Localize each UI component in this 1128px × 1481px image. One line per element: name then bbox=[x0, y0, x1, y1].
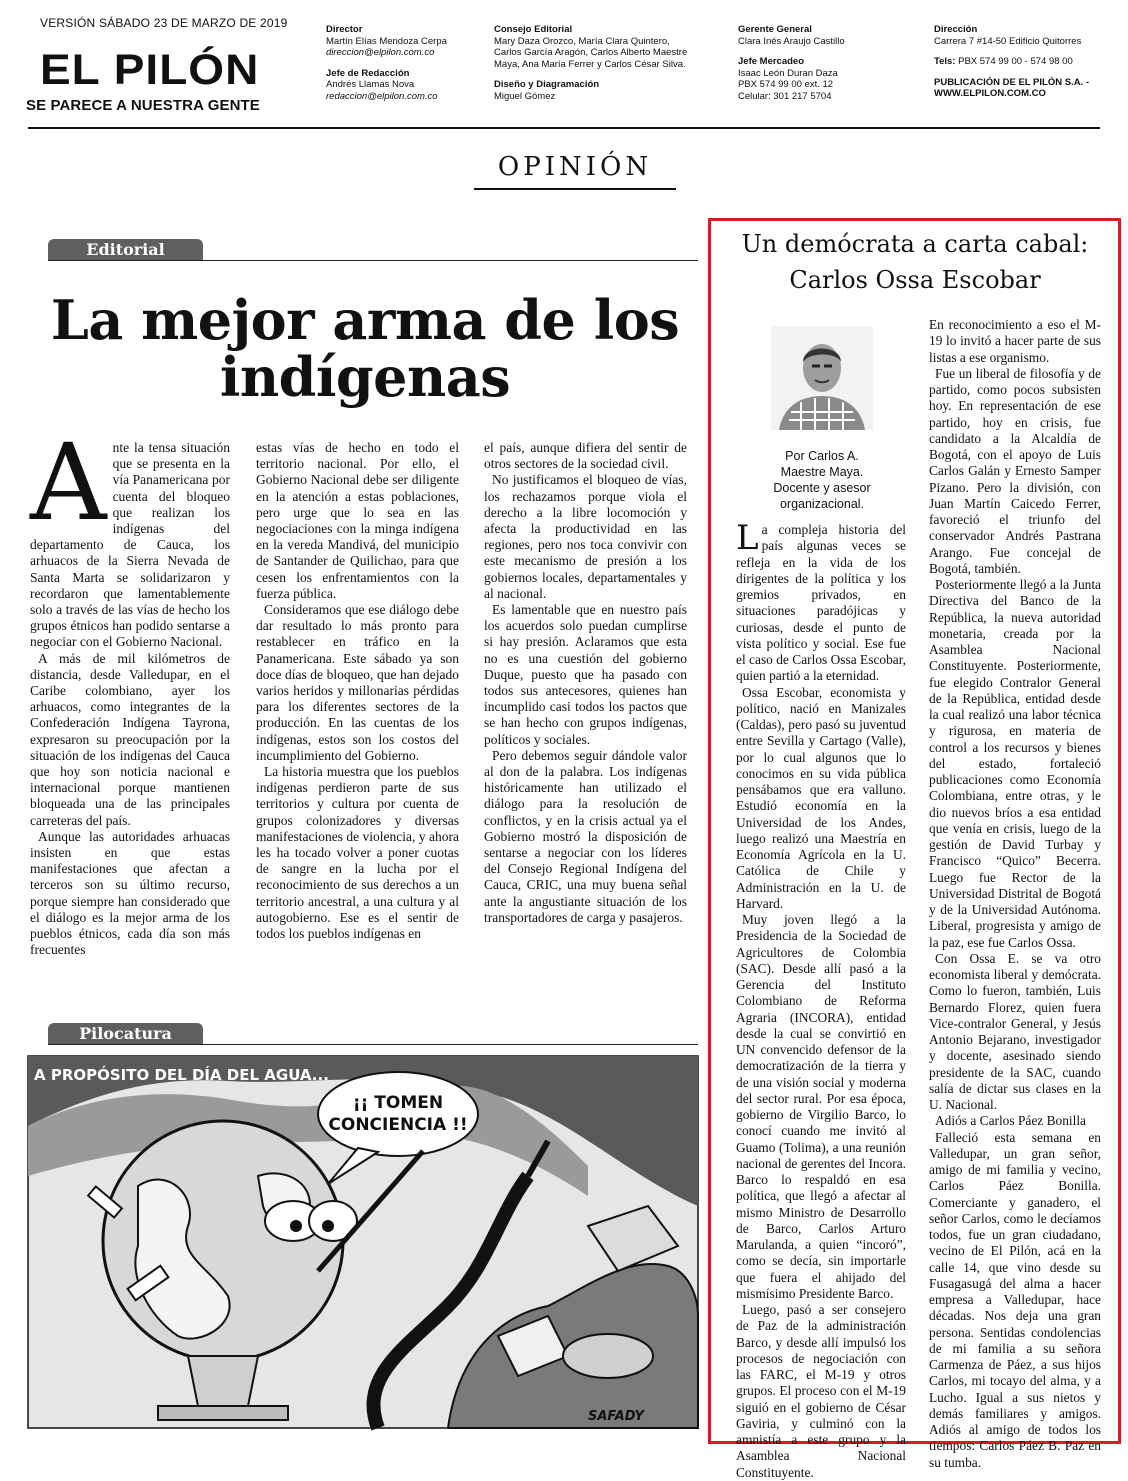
editorial-column-2 bbox=[256, 440, 459, 942]
staff-col-consejo bbox=[494, 24, 687, 111]
consejo-line: Carlos García Aragón, Carlos Alberto Maestre bbox=[494, 47, 688, 58]
speech-bubble-line: ¡¡ TOMEN bbox=[352, 1093, 444, 1113]
phones bbox=[934, 56, 1089, 68]
column-paragraph: Luego, pasó a ser consejero de Paz de la administración Barco, y desde allí impulsó los procesos de negociación con las FARC, el M-19 y otros grupos. El proceso con el M-19 siguió en el gobierno de César Gaviria, y culminó con la amnistía a este grupo y la Asamblea Nacional Constituyente. bbox=[736, 1302, 906, 1480]
pilocatura-tab: Pilocatura bbox=[48, 1023, 203, 1044]
mercadeo-name: Isaac León Duran Daza bbox=[738, 67, 838, 79]
author-byline bbox=[755, 448, 889, 512]
editorial-paragraph: Pero debemos seguir dándole valor al don de la palabra. Los indígenas históricamente han utilizado el diálogo para la resolución de conflictos, y en la crisis actual ya el Gobierno mostró la disposición de sentarse a negociar con los líderes del Consejo Regional Indígena del Cauca, CRIC, una muy buena señal ante la angustiante situación de los transportadores de carga y pasajeros. bbox=[484, 747, 687, 925]
director-name: Martín Elías Mendoza Cerpa bbox=[326, 35, 447, 47]
editorial-headline: La mejor arma de los indígenas bbox=[50, 288, 680, 409]
edition-date: VERSIÓN SÁBADO 23 DE MARZO DE 2019 bbox=[40, 16, 288, 30]
cartoonist-signature: SAFADY bbox=[588, 1409, 644, 1424]
staff-col-direccion bbox=[934, 24, 1089, 109]
editorial-paragraph: A más de mil kilómetros de distancia, desde Valledupar, en el Caribe colombiano, ayer los arhuacos, como integrantes de la Confederación Indígena Tayrona, expresaron su preocupación por la situación de los indígenas del Cauca que hoy son noticia nacional e internacional porque mantienen bloqueada una de las principales carreteras del país. bbox=[30, 650, 230, 828]
editorial-rule bbox=[48, 260, 698, 261]
editorial-paragraph: Aunque las autoridades arhuacas insisten en que estas manifestaciones que afectan a terceros son su último recurso, porque siempre han considerado que el diálogo es la mejor arma de los pueblos étnicos, cada día son más frecuentes bbox=[30, 828, 230, 958]
consejo-heading: Consejo Editorial bbox=[494, 24, 573, 35]
byline-line: Maestre Maya. bbox=[780, 465, 864, 479]
column-paragraph: Falleció esta semana en Valledupar, un gran señor, amigo de mi familia y vecino, Carlos Páez Bonilla. Comerciante y ganadero, el señor Carlos, como le decíamos todos, fue un gran ciudadano, vecino de El Pilón, acá en la calle 14, que vino desde su Fusagasugá del alma a hacer empresa a Valledupar, hace décadas. Nos deja una gran persona. Sentidas condolencias de mi familia a su señora Carmenza de Páez, a sus hijos Carlos, mi tocayo del alma, y a Lucho. Igual a sus nietos y demás familiares y amigos. Adiós al amigo de todos los tiempos: Carlos Páez B. Paz en su tumba. bbox=[929, 1129, 1101, 1470]
diseno-heading: Diseño y Diagramación bbox=[494, 79, 600, 90]
gerente-heading: Gerente General bbox=[738, 24, 812, 35]
column-text-left bbox=[736, 518, 906, 1481]
direccion-address: Carrera 7 #14-50 Edificio Quitorres bbox=[934, 35, 1082, 47]
editorial-column-3 bbox=[484, 440, 687, 926]
phones-value: PBX 574 99 00 - 574 98 00 bbox=[955, 56, 1073, 67]
website-link[interactable]: WWW.ELPILON.COM.CO bbox=[934, 88, 1046, 99]
editorial-column-1 bbox=[30, 421, 230, 959]
masthead-rule bbox=[28, 127, 1100, 129]
editorial-paragraph: estas vías de hecho en todo el territorio nacional. Por ello, el Gobierno Nacional debe ser diligente en la atención a estas poblaciones, pero urge que lo sea en las negociaciones con la minga indígena en la vereda Mandivá, del municipio de Santander de Quilichao, para que cesen los enfrentamientos con la fuerza pública. bbox=[256, 440, 459, 601]
pilocatura-rule bbox=[48, 1044, 698, 1045]
column-paragraph: En reconocimiento a eso el M-19 lo invitó a hacer parte de sus listas a ese organismo. bbox=[929, 317, 1101, 365]
column-headline: Un demócrata a carta cabal: Carlos Ossa Escobar bbox=[741, 230, 1089, 294]
staff-col-gerente bbox=[738, 24, 845, 111]
author-photo bbox=[771, 326, 873, 430]
diseno-name: Miguel Gómez bbox=[494, 90, 556, 102]
speech-bubble-line: CONCIENCIA !! bbox=[328, 1115, 468, 1135]
cartoon-caption: A PROPÓSITO DEL DÍA DEL AGUA... bbox=[34, 1066, 329, 1084]
consejo-line: Mary Daza Orozco, María Clara Quintero, bbox=[494, 35, 670, 47]
editorial-paragraph: Consideramos que ese diálogo debe dar resultado lo más pronto para restablecer en tráfico en la Panamericana. Este sábado ya son doce días de bloqueo, que han dejado varios heridos y millonarias pérdidas para los diferentes sectores de la producción. En las cuentas de los indígenas, estos son los costos del incumplimiento del Gobierno. bbox=[256, 602, 459, 763]
newspaper-logo[interactable]: EL PILÓN bbox=[40, 45, 260, 94]
director-heading: Director bbox=[326, 24, 363, 35]
mercadeo-pbx: PBX 574 99 00 ext. 12 bbox=[738, 79, 834, 90]
editorial-paragraph: el país, aunque difiera del sentir de otros sectores de la sociedad civil. bbox=[484, 440, 687, 472]
redaccion-heading: Jefe de Redacción bbox=[326, 67, 410, 79]
editorial-paragraph: Es lamentable que en nuestro país los acuerdos solo puedan cumplirse si hay presión. Aclaramos que esta no es una cuestión del gobierno Duque, puesto que ha pasado con todos sus antecesores, quienes han incumplido casi todos los pactos que se han hecho con grupos indígenas, políticos y sociales. bbox=[484, 602, 687, 747]
byline-line: Por Carlos A. bbox=[785, 449, 859, 463]
editorial-paragraph: Ante la tensa situación que se presenta en la vía Panamericana por cuenta del bloqueo que realizan los indígenas del departamento de Cauca, los arhuacos de la Sierra Nevada de Santa Marta se solidarizaron y recordaron que lamentablemente solo a través de las vías de hecho los grupos étnicos han podido sentarse a negociar con el Gobierno Nacional. bbox=[30, 421, 230, 650]
drop-cap: A bbox=[30, 421, 107, 544]
cartoon-illustration bbox=[28, 1056, 698, 1428]
redaccion-name: Andrés Llamas Nova bbox=[326, 79, 415, 90]
column-drop-cap: L bbox=[736, 518, 759, 558]
redaccion-email[interactable]: redaccion@elpilon.com.co bbox=[326, 90, 438, 102]
editorial-paragraph: La historia muestra que los pueblos indígenas perdieron parte de sus territorios y cultura por cuenta de grupos colonizadores y diversas manifestaciones de violencia, y ahora les ha tocado volver a poner cuotas de sangre en la lucha por el reconocimiento de sus derechos a un territorio ancestral, a una cultura y al autogobierno. Ese es el sentir de todos los pueblos indígenas en bbox=[256, 764, 459, 942]
column-paragraph: La compleja historia del país algunas veces se refleja en la vida de los dirigentes de la política y los gremios privados, en situaciones paradójicas y curiosas, desde el punto de vista político y social. Ese fue el caso de Carlos Ossa Escobar, quien partió a la eternidad. bbox=[736, 518, 906, 684]
consejo-line: Maya, Ana María Ferrer y Carlos César Silva. bbox=[494, 58, 686, 70]
editorial-tab: Editorial bbox=[48, 239, 203, 260]
column-paragraph: Con Ossa E. se va otro economista liberal y demócrata. Como lo fueron, también, Luis Bernardo Florez, quien fuera Vice-contralor General, y Jesús Antonio Bejarano, investigador y docente, asesinado siendo presidente de la SAC, cuando salía de dictar sus clases en la U. Nacional. bbox=[929, 950, 1101, 1112]
editorial-paragraph: No justificamos el bloqueo de vías, los rechazamos porque viola el derecho a la libre locomoción y afecta la productividad en las regiones, pero nos toca convivir con este mecanismo de presión a los gobiernos locales, departamentales y al nacional. bbox=[484, 472, 687, 601]
section-title: OPINIÓN bbox=[474, 152, 676, 190]
byline-line: organizacional. bbox=[779, 497, 865, 511]
mercadeo-heading: Jefe Mercadeo bbox=[738, 56, 805, 67]
column-paragraph: Ossa Escobar, economista y político, nació en Manizales (Caldas), pero pasó su juventud entre Sevilla y Cartago (Valle), por lo cual algunos que lo conocimos en su vida pública pensábamos que era valluno. Estudió economía en la Universidad de los Andes, luego realizó una Maestría en Economía Agrícola en la U. Católica de Chile y Administración en la U. de Harvard. bbox=[736, 684, 906, 911]
phones-label: Tels: bbox=[934, 56, 956, 67]
column-text-right bbox=[929, 317, 1101, 1471]
column-subheading: Adiós a Carlos Páez Bonilla bbox=[935, 1113, 1086, 1129]
direccion-heading: Dirección bbox=[934, 24, 978, 35]
director-email[interactable]: direccion@elpilon.com.co bbox=[326, 47, 435, 58]
slogan: SE PARECE A NUESTRA GENTE bbox=[26, 97, 260, 114]
byline-line: Docente y asesor bbox=[773, 481, 871, 495]
column-paragraph: Muy joven llegó a la Presidencia de la Sociedad de Agricultores de Colombia (SAC). Desde allí pasó a la Gerencia del Instituto Colombiano de Reforma Agraria (INCORA), entidad desde la cual se convirtió en UN convencido defensor de la democratización de la tierra y de una visión social y moderna del sector rural. Por esa época, gobierno de Virgilio Barco, lo conocí cuando me invitó al Guamo (Tolima), a una reunión nacional de gerentes del Incora. Barco lo respaldó en esa política, que llegó a afectar al mismo Ministro de Desarrollo de Barco, Carlos Arturo Marulanda, a quien “incoró”, como se decía, sin importarle que fuera el ahijado del mismísimo Presidente Barco. bbox=[736, 912, 906, 1301]
gerente-name: Clara Inés Araujo Castillo bbox=[738, 35, 845, 47]
column-paragraph: Posteriormente llegó a la Junta Directiva del Banco de la República, la nueva autoridad monetaria, creada por la Asamblea Nacional Constituyente. Posteriormente, fue elegido Contralor General de la República, entidad desde la cual realizó una labor técnica y rigurosa, en materia de control a los recursos y bienes del estado, fortaleció publicaciones como Economía Colombiana, entre otras, y le dio nuevos bríos a esa entidad que venía en crisis, luego de la gestión de David Turbay y Francisco “Quico” Becerra. Luego fue Rector de la Universidad Distrital de Bogotá y de la Universidad Autónoma. Liberal, progresista y amigo de la paz, ese fue Carlos Ossa. bbox=[929, 577, 1101, 950]
staff-col-director bbox=[326, 24, 447, 111]
publication-line: PUBLICACIÓN DE EL PILÓN S.A. - bbox=[934, 76, 1090, 88]
mercadeo-cel: Celular: 301 217 5704 bbox=[738, 90, 832, 102]
column-paragraph: Fue un liberal de filosofía y de partido, como pocos subsisten hoy. En representación de ese partido, hoy en crisis, fue candidato a la Alcaldía de Bogotá, con el apoyo de Luis Carlos Galán y Ernesto Samper Pizano. Pero la división, con Juan Martín Caicedo Ferrer, favoreció el triunfo del conservador Andrés Pastrana Arango. Fue concejal de Bogotá, también. bbox=[929, 365, 1101, 576]
